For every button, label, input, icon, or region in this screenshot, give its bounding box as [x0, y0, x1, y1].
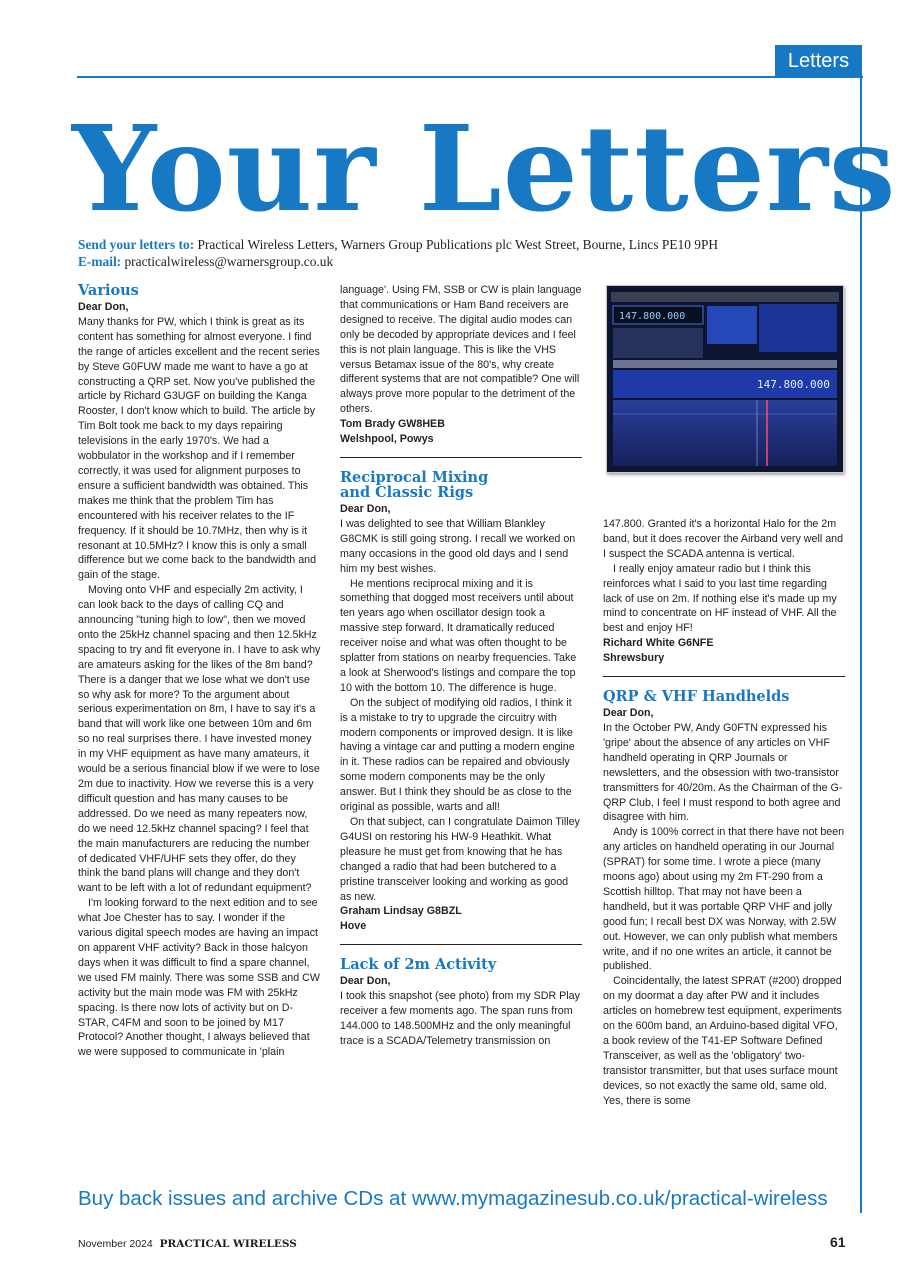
signature-place: Hove: [340, 920, 367, 933]
column-3: [603, 283, 845, 1109]
top-rule: [77, 76, 863, 78]
paragraph: I took this snapshot (see photo) from my SDR Play receiver a few moments ago. The span runs from 144.000 to 148.500MHz and the only meaningful trace is a SCADA/Telemetry transmission on: [340, 990, 580, 1047]
salutation: Dear Don,: [78, 301, 129, 313]
salutation: Dear Don,: [340, 502, 391, 515]
paragraph: language'. Using FM, SSB or CW is plain language that communications or Ham Band receivers are designed to receive. The digital audio modes can only be decoded by appropriate devices and I feel this is not plain language. This is like the VHS versus Betamax issue of the 80's, why create different systems that are not compatible? One will always prove more popular to the detriment of the others.: [340, 284, 582, 416]
heading-line: and Classic Rigs: [340, 483, 474, 501]
paragraph: Many thanks for PW, which I think is great as its content has something for almost everyone. I find the range of articles excellent and the recent series by Steve G0FUW made me want to have a go at constructing a QRP set. Now you've published the article by Richard G3UGF on building the Kanga Rooster, I don't know which to build. The article by Tim Bolt took me back to my days repairing televisions in the early 1970's. We had a wobbulator in the workshop and if I remember correctly, it was used for alignment purposes to ensure a sufficient bandwidth was obtained. This makes me think that the problem Tim has encountered with his receiver relates to the IF frequency. If it should be 10.7MHz, then why is it resonant at 10.5MHz? I know this is only a small difference but we come back to the bandwidth and gain of the stage.: [78, 315, 320, 582]
section-tab: Letters: [775, 45, 862, 77]
signature-name: Graham Lindsay G8BZL: [340, 905, 462, 918]
back-issues-banner: Buy back issues and archive CDs at www.mymagazinesub.co.uk/practical-wireless: [78, 1187, 828, 1210]
paragraph: Moving onto VHF and especially 2m activity, I can look back to the days of calling CQ and announcing "tuning high to low", then we moved onto the 25kHz channel spacing and then 12.5kHz spacing to try and fit everyone in. I have to ask why are amateurs asking for the likes of the 8m band? There is a danger that we lose what we don't use so why ask for more? To the argument about serious experimentation on 8m, I have to say it's a band that will work like one between 10m and 6m so no real surprises there. I have invested money in my VHF equipment as have many amateurs, it would be a serious financial blow if we were to lose 2m due to inactivity. How we reverse this is a very difficult question and has many causes to be addressed. Do we need as many repeaters now, do we need 12.5kHz channel spacing? I feel that the main manufacturers are reducing the number of dedicated VHF/UHF sets they offer, do they think the band plans will change and they don't want to be left with a lot of redundant equipment?: [78, 584, 321, 895]
signature-place: Welshpool, Powys: [340, 433, 434, 446]
signature-place: Shrewsbury: [603, 652, 665, 665]
divider: [603, 676, 845, 677]
paragraph: On the subject of modifying old radios, I think it is a mistake to try to upgrade the circuitry with modern components or improved design. It is like having a vintage car and putting a modern engine in it. These radios can be repaired and obviously some modern components may be the only answer. But I think they should be as close to the original as possible, warts and all!: [340, 696, 575, 814]
paragraph: In the October PW, Andy G0FTN expressed his 'gripe' about the absence of any articles on VHF handheld operating in QRP Journals or newsletters, and the obsession with two-transistor transmitters for 40/20m. As the Chairman of the G-QRP Club, I feel I must respond to both agree and disagree with him.: [603, 721, 843, 824]
send-address: Practical Wireless Letters, Warners Group Publications plc West Street, Bourne, Lincs PE10 9PH: [194, 237, 719, 252]
freq-display-left: 147.800.000: [619, 311, 686, 322]
paragraph: I'm looking forward to the next edition and to see what Joe Chester has to say. I wonder if the various digital speech modes are having an impact on apparent VHF activity? Back in those halcyon days when it was difficult to find a spare channel, we used FM mainly. There was some SSB and CW activity but the main mode was FM with 25kHz spacing. Is there now lots of activity but on D-STAR, C4FM and soon to be joined by M17 Protocol? Another thought, I always believed that we were supposed to communicate in 'plain: [78, 897, 320, 1059]
article-heading-lack2m: Lack of 2m Activity: [340, 956, 497, 974]
right-rule: [860, 76, 862, 1213]
paragraph: Coincidentally, the latest SPRAT (#200) dropped on my doormat a day after PW and it includes articles on homebrew test equipment, experiments on the 600m band, an Arduino-based digital VFO, a book review of the T41-EP Software Defined Transceiver, as well as the 'obligatory' two-transistor transmitter, but that uses surface mount devices, so not exactly the same old, same old. Yes, there is some: [603, 975, 842, 1107]
issue-date: November 2024: [78, 1238, 153, 1250]
footer-issue: [78, 1238, 297, 1250]
contact-block: [78, 236, 860, 270]
divider: [340, 944, 582, 945]
paragraph: 147.800. Granted it's a horizontal Halo for the 2m band, but it does recover the Airband very well and I suspect the SCADA antenna is vertical.: [603, 518, 844, 560]
magazine-name: PRACTICAL WIRELESS: [159, 1238, 297, 1250]
salutation: Dear Don,: [340, 975, 391, 988]
article-heading-qrp: QRP & VHF Handhelds: [603, 688, 790, 706]
sdr-screenshot-image: [607, 286, 843, 472]
freq-display-right: 147.800.000: [757, 378, 830, 391]
paragraph: I was delighted to see that William Blankley G8CMK is still going strong. I recall we worked on many occasions in the good old days and I send him my best wishes.: [340, 517, 576, 575]
heading-line: Reciprocal Mixing: [340, 468, 489, 486]
paragraph: He mentions reciprocal mixing and it is something that dogged most receivers until about ten years ago when oscillator design took a massive step forward. It dramatically reduced receiver noise and what was often thought to be splatter from stations on nearby frequencies. Take a look at Sherwood's listings and compare the top 10 with the bottom 10. The difference is huge.: [340, 577, 577, 694]
column-1: [78, 283, 321, 1060]
column-2: [340, 283, 582, 1049]
sdr-screenshot-photo: [606, 285, 844, 473]
paragraph: Andy is 100% correct in that there have not been any articles on handheld operating in our Journal (SPRAT) for some time. I wrote a piece (many moons ago) about using my 2m FT-290 from a Scottish hilltop. That may not have been a handheld, but it was portable QRP VHF and jolly good fun; I recall best DX was Norway, with 2.5W out. However, we can only publish what members write, and if no one writes an article, it cannot be published.: [603, 826, 845, 973]
masthead-title: Your Letters: [72, 99, 897, 238]
article-heading-various: Various: [78, 282, 139, 299]
salutation: Dear Don,: [603, 707, 654, 720]
paragraph: On that subject, can I congratulate Daimon Tilley G4USI on restoring his HW-9 Heathkit. What pleasure he must get from knowing that he has changed a radio that had been butchered to a pristine transceiver looking and working as good as new.: [340, 816, 580, 903]
email-label: E-mail:: [78, 254, 122, 269]
signature-name: Tom Brady GW8HEB: [340, 418, 445, 431]
page-number: 61: [830, 1234, 846, 1250]
signature-name: Richard White G6NFE: [603, 637, 714, 650]
divider: [340, 457, 582, 458]
email-address: practicalwireless@warnersgroup.co.uk: [121, 254, 334, 269]
paragraph: I really enjoy amateur radio but I think this reinforces what I said to you last time regarding lack of use on 2m. If nothing else it's made up my mind to concentrate on HF instead of VHF. All the best and enjoy HF!: [603, 562, 837, 635]
send-label: Send your letters to:: [78, 237, 195, 252]
article-heading-reciprocal: [340, 470, 582, 500]
